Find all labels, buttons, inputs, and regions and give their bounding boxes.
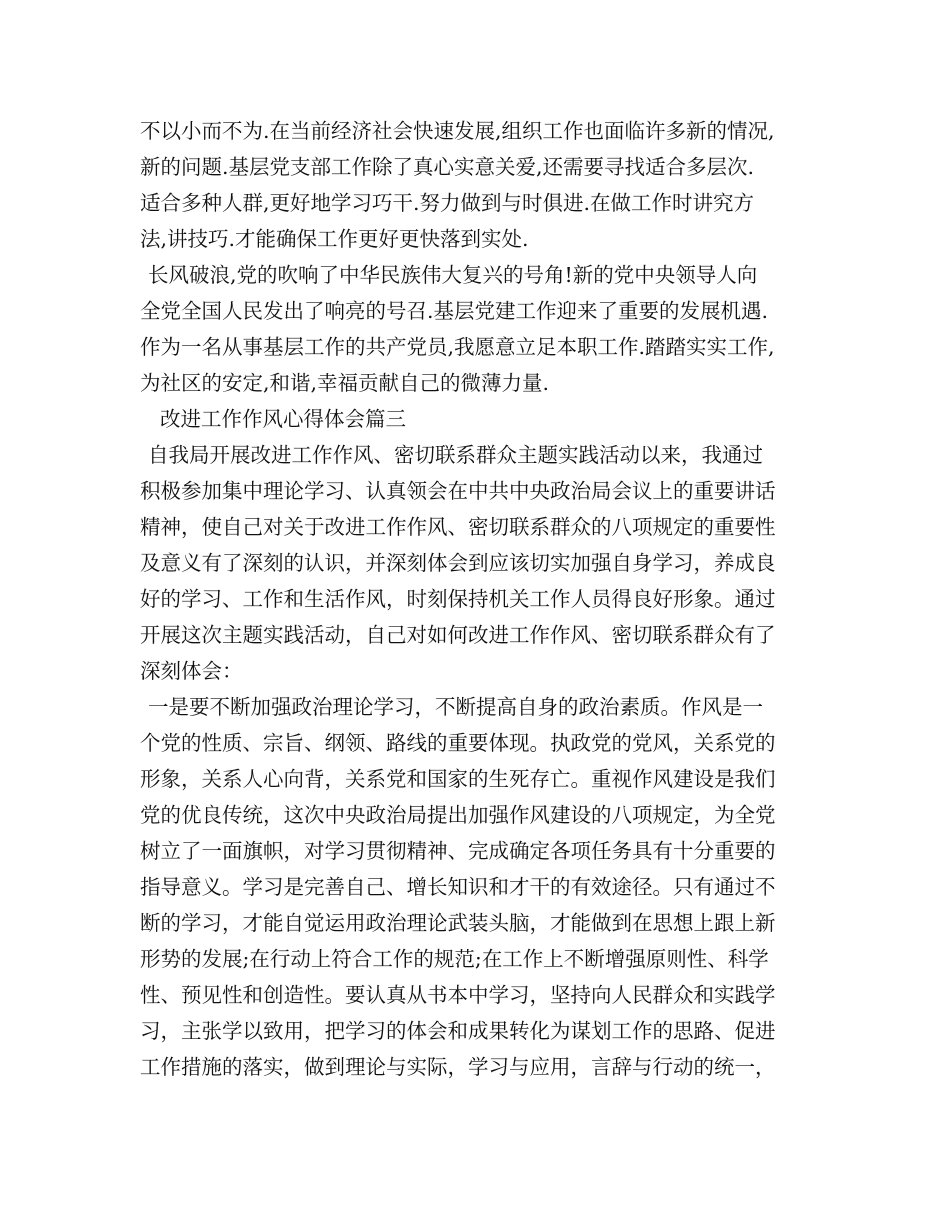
text-line: 法,讲技巧.才能确保工作更好更快落到实处. (140, 227, 529, 251)
text-line: 自我局开展改进工作作风、密切联系群众主题实践活动以来，我通过 (148, 443, 763, 467)
text-line: 深刻体会： (140, 659, 243, 683)
document-body (140, 113, 820, 1085)
text-line: 党的优良传统，这次中央政治局提出加强作风建设的八项规定，为全党 (140, 803, 776, 827)
text-line: 全党全国人民发出了响亮的号召.基层党建工作迎来了重要的发展机遇. (140, 299, 769, 323)
text-line: 精神，使自己对关于改进工作作风、密切联系群众的八项规定的重要性 (140, 515, 776, 539)
text-line: 不以小而不为.在当前经济社会快速发展,组织工作也面临许多新的情况, (140, 119, 775, 143)
text-line: 性、预见性和创造性。要认真从书本中学习，坚持向人民群众和实践学 (140, 983, 776, 1007)
text-line: 树立了一面旗帜，对学习贯彻精神、完成确定各项任务具有十分重要的 (140, 839, 776, 863)
text-line: 个党的性质、宗旨、纲领、路线的重要体现。执政党的党风，关系党的 (140, 731, 776, 755)
text-line: 作为一名从事基层工作的共产党员,我愿意立足本职工作.踏踏实实工作, (140, 335, 775, 359)
text-line: 长风破浪,党的吹响了中华民族伟大复兴的号角!新的党中央领导人向 (148, 263, 758, 287)
text-line: 为社区的安定,和谐,幸福贡献自己的微薄力量. (140, 371, 550, 395)
text-line: 开展这次主题实践活动，自己对如何改进工作作风、密切联系群众有了 (140, 623, 776, 647)
text-line: 好的学习、工作和生活作风，时刻保持机关工作人员得良好形象。通过 (140, 587, 776, 611)
text-line: 习，主张学以致用，把学习的体会和成果转化为谋划工作的思路、促进 (140, 1019, 776, 1043)
text-line: 积极参加集中理论学习、认真领会在中共中央政治局会议上的重要讲话 (140, 479, 776, 503)
text-line: 新的问题.基层党支部工作除了真心实意关爱,还需要寻找适合多层次. (140, 155, 755, 179)
section-heading: 改进工作作风心得体会篇三 (160, 407, 406, 431)
text-line: 及意义有了深刻的认识，并深刻体会到应该切实加强自身学习，养成良 (140, 551, 776, 575)
text-line: 工作措施的落实，做到理论与实际，学习与应用，言辞与行动的统一， (140, 1055, 776, 1079)
text-line: 指导意义。学习是完善自己、增长知识和才干的有效途径。只有通过不 (140, 875, 776, 899)
text-line: 一是要不断加强政治理论学习，不断提高自身的政治素质。作风是一 (148, 695, 763, 719)
text-line: 形象，关系人心向背，关系党和国家的生死存亡。重视作风建设是我们 (140, 767, 776, 791)
text-line: 形势的发展;在行动上符合工作的规范;在工作上不断增强原则性、科学 (140, 947, 769, 971)
text-line: 断的学习，才能自觉运用政治理论武装头脑，才能做到在思想上跟上新 (140, 911, 776, 935)
text-line: 适合多种人群,更好地学习巧干.努力做到与时俱进.在做工作时讲究方 (140, 191, 755, 215)
